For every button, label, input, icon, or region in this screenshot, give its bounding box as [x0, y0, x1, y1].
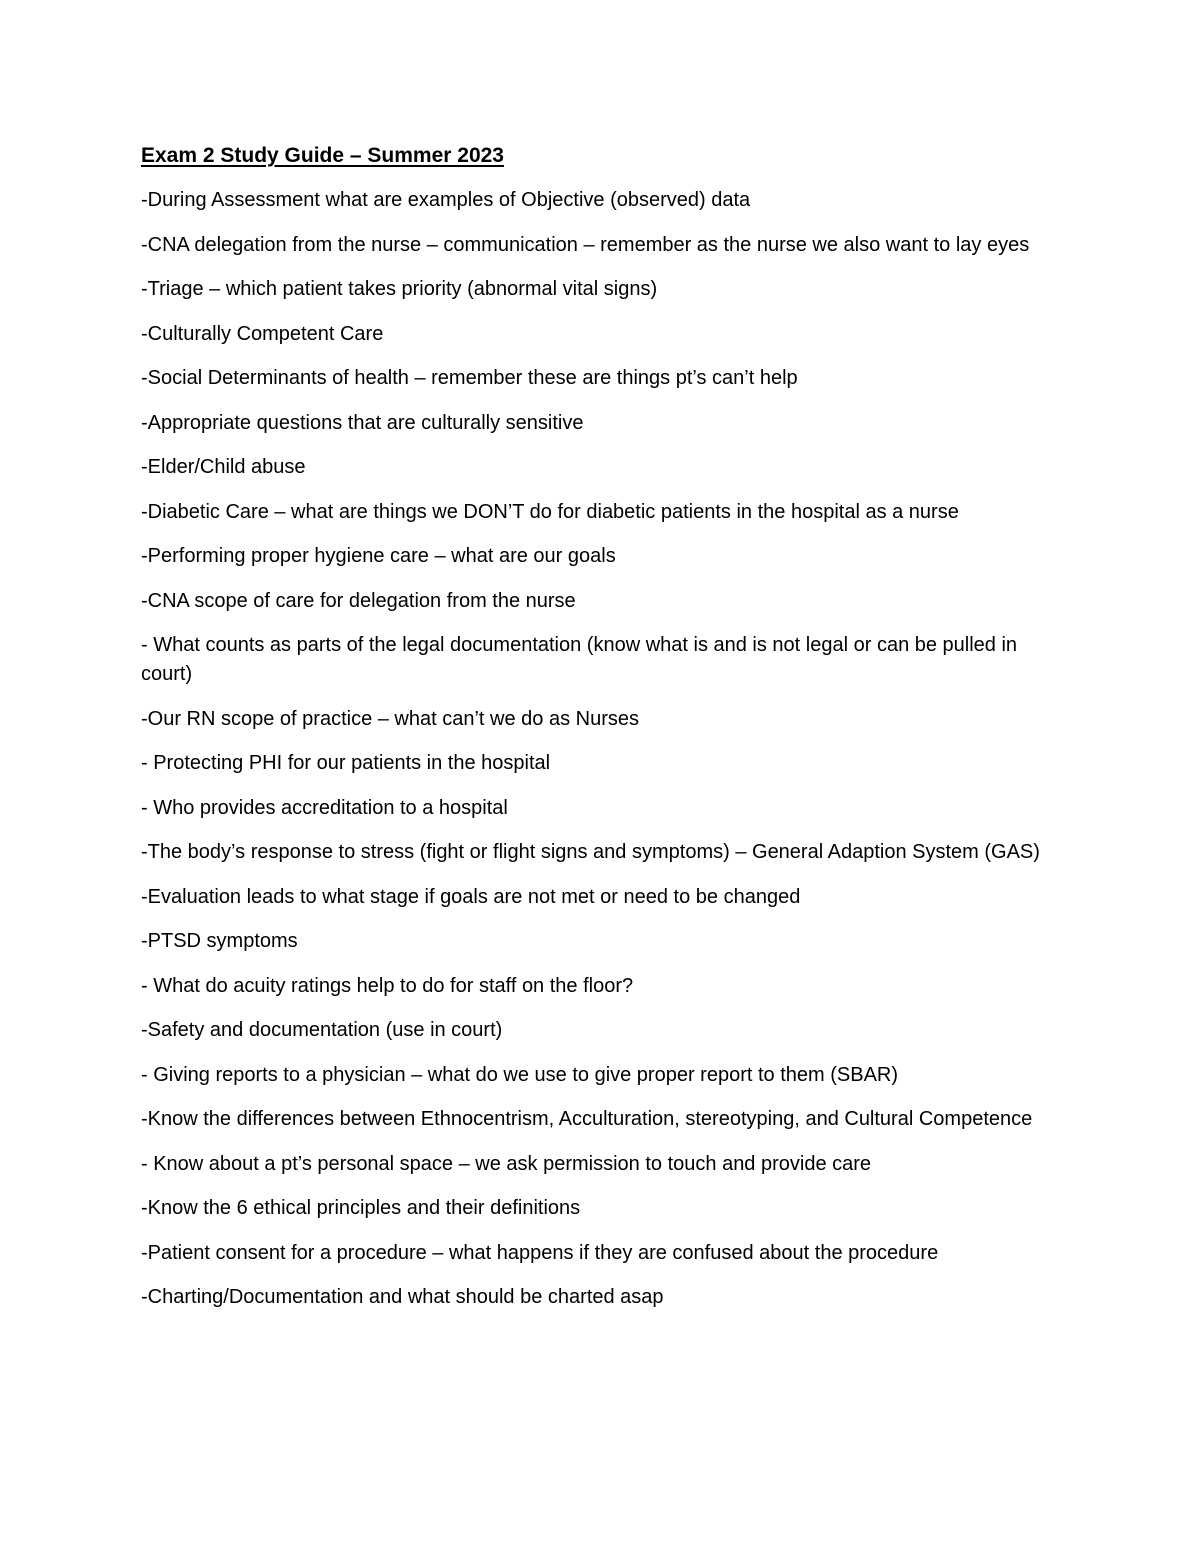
list-item: -Patient consent for a procedure – what happens if they are confused about the procedure [141, 1241, 939, 1264]
list-item: -Evaluation leads to what stage if goals are not met or need to be changed [141, 885, 801, 908]
list-item: - Giving reports to a physician – what do we use to give proper report to them (SBAR) [141, 1063, 899, 1086]
list-item: - Who provides accreditation to a hospital [141, 796, 508, 819]
list-item: - What counts as parts of the legal documentation (know what is and is not legal or can be pulled in court) [141, 634, 1018, 685]
list-item: -Our RN scope of practice – what can’t we do as Nurses [141, 707, 639, 730]
list-item: -The body’s response to stress (fight or flight signs and symptoms) – General Adaption System (GAS) [141, 841, 1040, 863]
list-item: -Appropriate questions that are culturally sensitive [141, 411, 584, 434]
list-item: -During Assessment what are examples of Objective (observed) data [141, 189, 751, 211]
list-item: - Protecting PHI for our patients in the hospital [141, 752, 551, 774]
list-item: - What do acuity ratings help to do for staff on the floor? [141, 974, 634, 997]
list-item: -Performing proper hygiene care – what are our goals [141, 545, 616, 567]
list-item: -Diabetic Care – what are things we DON’T do for diabetic patients in the hospital as a nurse [141, 500, 959, 523]
page-title: Exam 2 Study Guide – Summer 2023 [141, 144, 504, 167]
list-item: -CNA delegation from the nurse – communication – remember as the nurse we also want to lay eyes [141, 233, 1030, 256]
study-guide-list [141, 186, 1071, 1328]
list-item: -Triage – which patient takes priority (abnormal vital signs) [141, 278, 658, 300]
list-item: - Know about a pt’s personal space – we ask permission to touch and provide care [141, 1152, 872, 1175]
list-item: -Safety and documentation (use in court) [141, 1019, 503, 1041]
list-item: -Know the 6 ethical principles and their definitions [141, 1197, 581, 1219]
list-item: -Social Determinants of health – remember these are things pt’s can’t help [141, 367, 798, 389]
list-item: -Know the differences between Ethnocentrism, Acculturation, stereotyping, and Cultural Competence [141, 1108, 1033, 1130]
list-item: -CNA scope of care for delegation from the nurse [141, 589, 576, 612]
list-item: -Culturally Competent Care [141, 322, 384, 345]
list-item: -Charting/Documentation and what should be charted asap [141, 1286, 664, 1308]
list-item: -PTSD symptoms [141, 930, 298, 952]
list-item: -Elder/Child abuse [141, 456, 306, 478]
